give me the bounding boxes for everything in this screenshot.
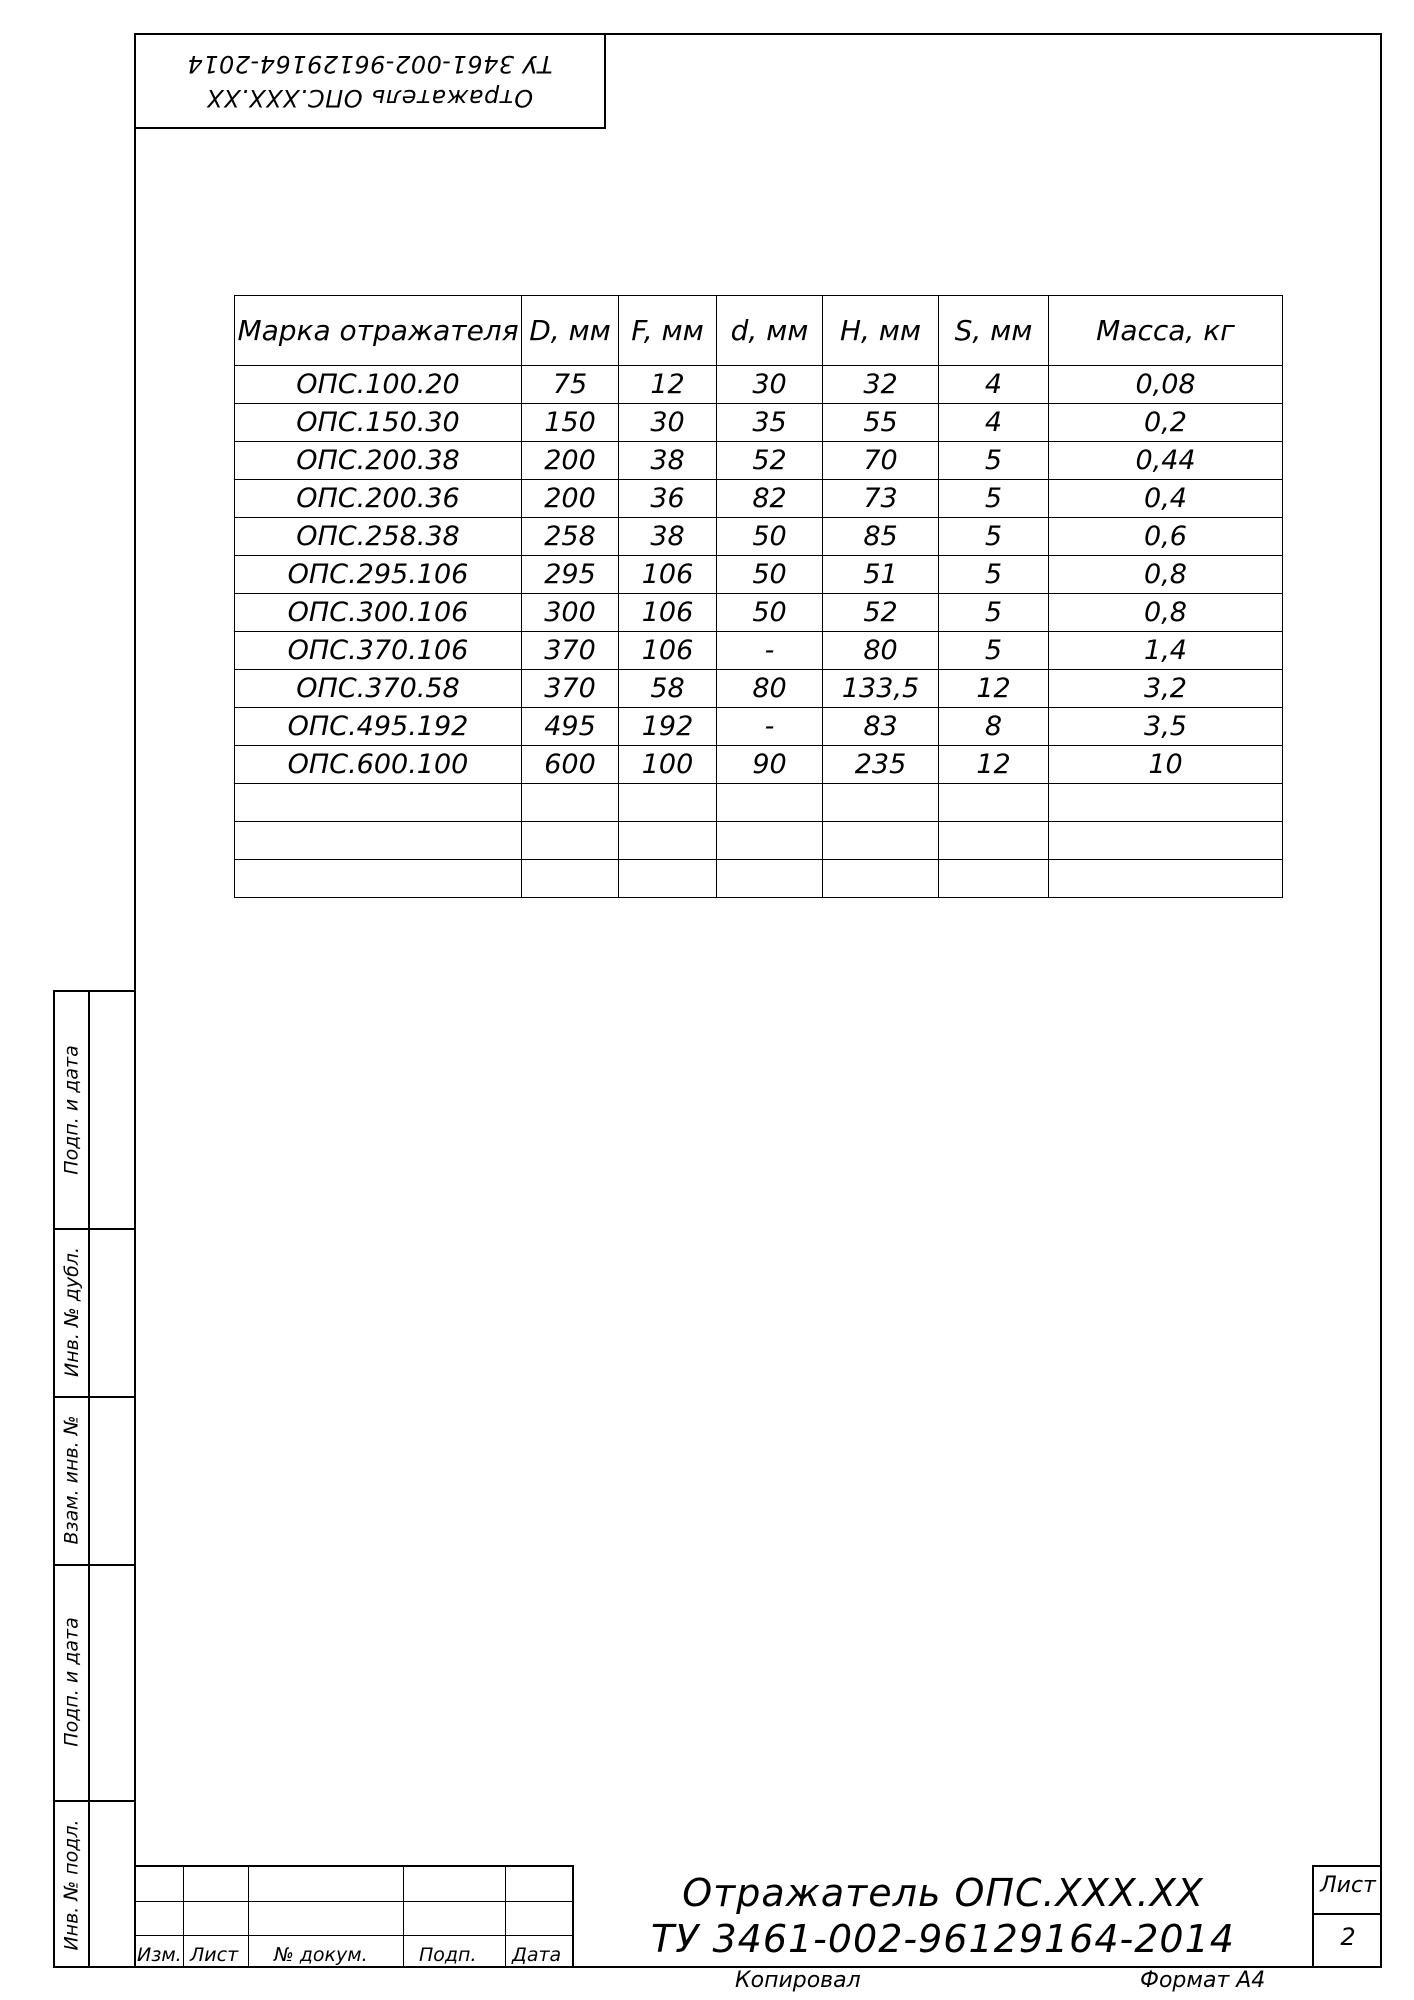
table-cell (939, 822, 1049, 860)
table-row (235, 670, 1283, 708)
table-cell: 82 (717, 480, 823, 518)
table-cell: 0,2 (1049, 404, 1283, 442)
table-cell: 55 (823, 404, 939, 442)
margin-label: Подп. и дата (60, 1617, 83, 1747)
table-row (235, 442, 1283, 480)
col-list: Лист (190, 1944, 239, 1966)
table-cell (823, 784, 939, 822)
table-cell: 0,8 (1049, 556, 1283, 594)
table-cell: 235 (823, 746, 939, 784)
col-date: Дата (512, 1944, 562, 1966)
table-cell: 370 (522, 670, 619, 708)
table-cell: 370 (522, 632, 619, 670)
table-cell (939, 860, 1049, 898)
column-header: Марка отражателя (235, 296, 522, 366)
table-cell (1049, 822, 1283, 860)
table-cell: 5 (939, 594, 1049, 632)
table-row (235, 594, 1283, 632)
table-cell: 30 (717, 366, 823, 404)
table-cell: ОПС.370.58 (235, 670, 522, 708)
column-header: Масса, кг (1049, 296, 1283, 366)
table-cell: 495 (522, 708, 619, 746)
table-cell (1049, 784, 1283, 822)
table-cell: 600 (522, 746, 619, 784)
margin-label: Инв. № подл. (60, 1819, 83, 1951)
table-row (235, 708, 1283, 746)
table-row (235, 746, 1283, 784)
table-cell: 75 (522, 366, 619, 404)
table-cell: 58 (619, 670, 717, 708)
table-cell: 150 (522, 404, 619, 442)
table-cell: 10 (1049, 746, 1283, 784)
col-doc: № докум. (274, 1944, 368, 1966)
sheet-label: Лист (1320, 1873, 1376, 1898)
margin-label: Подп. и дата (60, 1045, 83, 1175)
table-cell (619, 784, 717, 822)
sheet-number: 2 (1340, 1923, 1356, 1951)
table-cell: 106 (619, 632, 717, 670)
table-cell: 35 (717, 404, 823, 442)
column-header: S, мм (939, 296, 1049, 366)
stamp-line-2: ТУ 3461-002-96129164-2014 (187, 50, 553, 78)
table-cell: 38 (619, 518, 717, 556)
table-cell: ОПС.300.106 (235, 594, 522, 632)
document-title (574, 1870, 1312, 1962)
table-header-row (235, 296, 1283, 366)
table-row (235, 860, 1283, 898)
table-cell: ОПС.258.38 (235, 518, 522, 556)
table-cell: ОПС.200.38 (235, 442, 522, 480)
table-cell (939, 784, 1049, 822)
table-cell: 12 (939, 746, 1049, 784)
table-cell: 4 (939, 404, 1049, 442)
table-cell: 12 (619, 366, 717, 404)
table-cell (235, 860, 522, 898)
margin-label: Взам. инв. № (60, 1415, 83, 1545)
table-cell: 52 (717, 442, 823, 480)
table-cell (619, 860, 717, 898)
table-cell: 12 (939, 670, 1049, 708)
table-cell: 300 (522, 594, 619, 632)
table-cell: ОПС.200.36 (235, 480, 522, 518)
table-cell (235, 784, 522, 822)
table-cell: 200 (522, 480, 619, 518)
copied-label: Копировал (735, 1968, 861, 1993)
table-cell: 0,8 (1049, 594, 1283, 632)
table-cell: 133,5 (823, 670, 939, 708)
table-cell: 50 (717, 518, 823, 556)
table-cell: 0,4 (1049, 480, 1283, 518)
table-cell (522, 784, 619, 822)
col-sign: Подп. (419, 1944, 477, 1966)
table-cell: - (717, 708, 823, 746)
table-cell: ОПС.150.30 (235, 404, 522, 442)
top-stamp (134, 33, 606, 129)
table-cell: 106 (619, 556, 717, 594)
table-row (235, 632, 1283, 670)
table-cell (717, 822, 823, 860)
table-cell (717, 784, 823, 822)
table-cell: 106 (619, 594, 717, 632)
column-header: F, мм (619, 296, 717, 366)
table-cell: 258 (522, 518, 619, 556)
table-cell: 80 (823, 632, 939, 670)
table-cell: ОПС.295.106 (235, 556, 522, 594)
table-cell (235, 822, 522, 860)
table-cell: 1,4 (1049, 632, 1283, 670)
table-cell: 3,2 (1049, 670, 1283, 708)
table-row (235, 518, 1283, 556)
table-cell: 36 (619, 480, 717, 518)
table-cell (1049, 860, 1283, 898)
stamp-line-1: Отражатель ОПС.XXX.XX (206, 84, 534, 112)
table-row (235, 822, 1283, 860)
margin-label: Инв. № дубл. (60, 1247, 83, 1377)
table-cell: 85 (823, 518, 939, 556)
table-cell: ОПС.370.106 (235, 632, 522, 670)
table-cell: 50 (717, 556, 823, 594)
table-cell: 3,5 (1049, 708, 1283, 746)
table-cell: 52 (823, 594, 939, 632)
margin-strip (53, 990, 136, 1968)
table-cell: 90 (717, 746, 823, 784)
table-cell: 5 (939, 556, 1049, 594)
table-cell (619, 822, 717, 860)
title-block-grid (134, 1865, 572, 1968)
table-cell: 200 (522, 442, 619, 480)
table-cell: 73 (823, 480, 939, 518)
col-izm: Изм. (137, 1944, 182, 1966)
table-row (235, 556, 1283, 594)
table-cell: 5 (939, 518, 1049, 556)
table-body (235, 366, 1283, 898)
table-cell: 192 (619, 708, 717, 746)
table-cell: 100 (619, 746, 717, 784)
table-cell: 51 (823, 556, 939, 594)
column-header: D, мм (522, 296, 619, 366)
table-cell: 0,6 (1049, 518, 1283, 556)
table-cell: 5 (939, 442, 1049, 480)
table-cell: 8 (939, 708, 1049, 746)
table-cell: 5 (939, 632, 1049, 670)
table-row (235, 404, 1283, 442)
table-cell: 295 (522, 556, 619, 594)
reflector-table (234, 295, 1283, 898)
table-cell: 38 (619, 442, 717, 480)
table-cell (823, 860, 939, 898)
table-cell: 4 (939, 366, 1049, 404)
table-cell: 0,08 (1049, 366, 1283, 404)
table-cell: 70 (823, 442, 939, 480)
format-label: Формат А4 (1140, 1968, 1266, 1993)
table-cell: 50 (717, 594, 823, 632)
table-cell (823, 822, 939, 860)
table-cell: 5 (939, 480, 1049, 518)
table-cell: 80 (717, 670, 823, 708)
column-header: d, мм (717, 296, 823, 366)
table-cell (522, 822, 619, 860)
title-line-1: Отражатель ОПС.XXX.XX (682, 1871, 1204, 1915)
sheet-box (1312, 1865, 1382, 1968)
table-cell: 30 (619, 404, 717, 442)
table-cell: 0,44 (1049, 442, 1283, 480)
table-cell: ОПС.600.100 (235, 746, 522, 784)
table-cell (717, 860, 823, 898)
table-cell: ОПС.100.20 (235, 366, 522, 404)
table-row (235, 480, 1283, 518)
table-cell (522, 860, 619, 898)
table-row (235, 366, 1283, 404)
table-row (235, 784, 1283, 822)
title-line-2: ТУ 3461-002-96129164-2014 (651, 1917, 1235, 1961)
column-header: H, мм (823, 296, 939, 366)
table-cell: ОПС.495.192 (235, 708, 522, 746)
table-cell: - (717, 632, 823, 670)
table-cell: 83 (823, 708, 939, 746)
table-cell: 32 (823, 366, 939, 404)
